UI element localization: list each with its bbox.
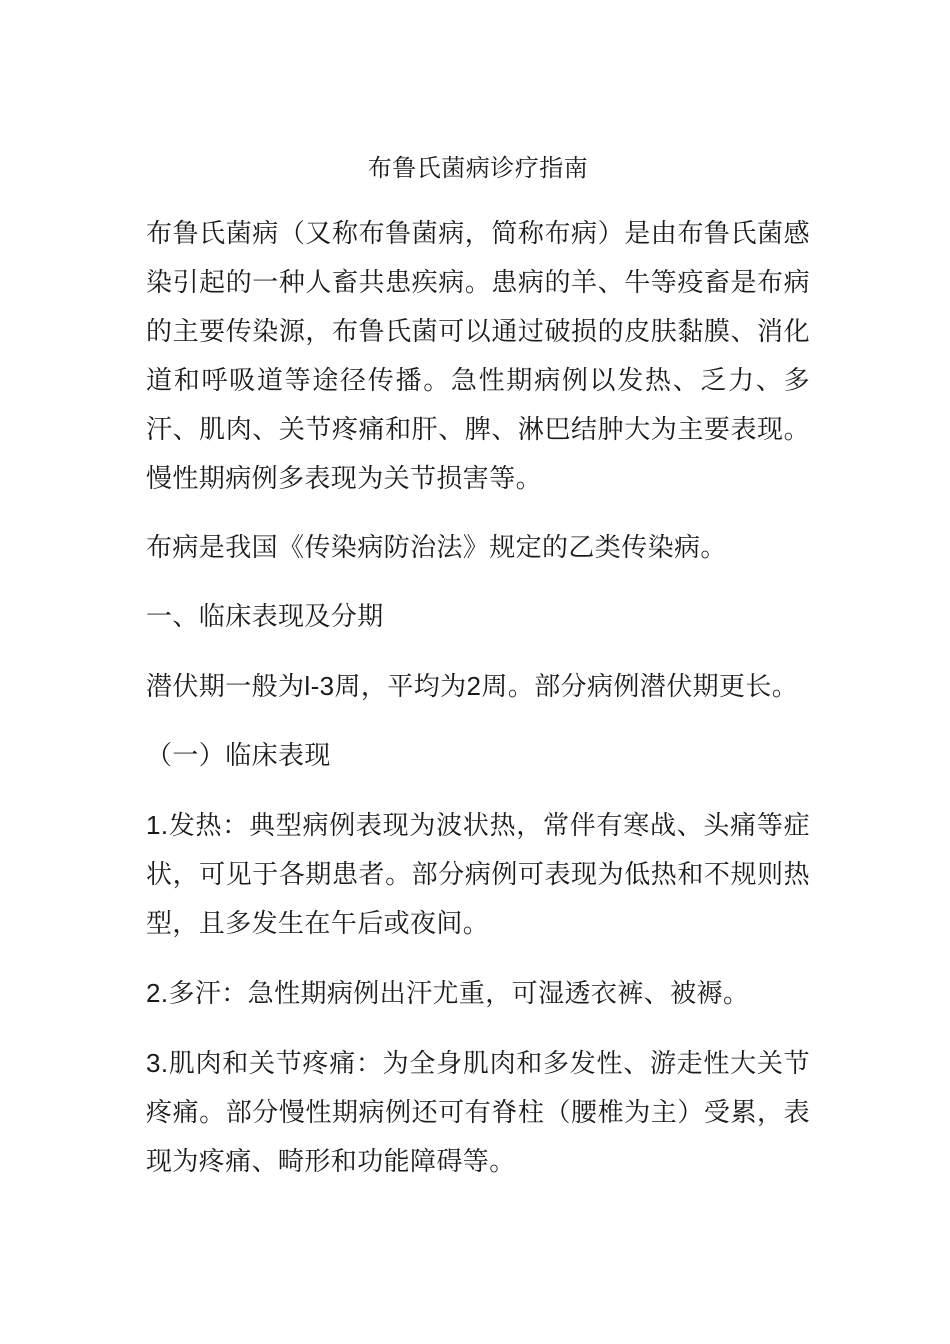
incubation-average: 2 <box>466 671 482 701</box>
incubation-paragraph <box>146 662 810 712</box>
section-heading-clinical: 一、临床表现及分期 <box>146 602 384 632</box>
incubation-mid: 周，平均为 <box>334 672 467 702</box>
law-statement-paragraph: 布病是我国《传染病防治法》规定的乙类传染病。 <box>146 533 727 563</box>
incubation-prefix: 潜伏期一般为 <box>146 672 305 702</box>
list-item-text: 发热：典型病例表现为波状热，常伴有寒战、头痛等症状，可见于各期患者。部分病例可表现为低热和不规则热型，且多发生在午后或夜间。 <box>146 811 810 939</box>
list-item-sweating <box>146 969 810 1019</box>
subsection-heading-clinical-manifestations: （一）临床表现 <box>146 741 331 771</box>
intro-paragraph: 布鲁氏菌病（又称布鲁菌病，简称布病）是由布鲁氏菌感染引起的一种人畜共患疾病。患病的羊、牛等疫畜是布病的主要传染源，布鲁氏菌可以通过破损的皮肤黏膜、消化道和呼吸道等途径传播。急性期病例以发热、乏力、多汗、肌肉、关节疼痛和肝、脾、淋巴结肿大为主要表现。慢性期病例多表现为关节损害等。 <box>146 219 810 494</box>
list-item-muscle-joint-pain <box>146 1039 810 1187</box>
list-item-fever <box>146 801 810 949</box>
document-page <box>146 148 810 1207</box>
document-title: 布鲁氏菌病诊疗指南 <box>367 154 589 182</box>
list-item-number: 2. <box>146 978 169 1008</box>
incubation-range: l-3 <box>304 671 335 701</box>
list-item-number: 1. <box>146 810 169 840</box>
list-item-text: 肌肉和关节疼痛：为全身肌肉和多发性、游走性大关节疼痛。部分慢性期病例还可有脊柱（腰椎为主）受累，表现为疼痛、畸形和功能障碍等。 <box>146 1049 810 1177</box>
incubation-suffix: 周。部分病例潜伏期更长。 <box>481 672 799 702</box>
list-item-number: 3. <box>146 1048 169 1078</box>
list-item-text: 多汗：急性期病例出汗尤重，可湿透衣裤、被褥。 <box>168 979 750 1009</box>
